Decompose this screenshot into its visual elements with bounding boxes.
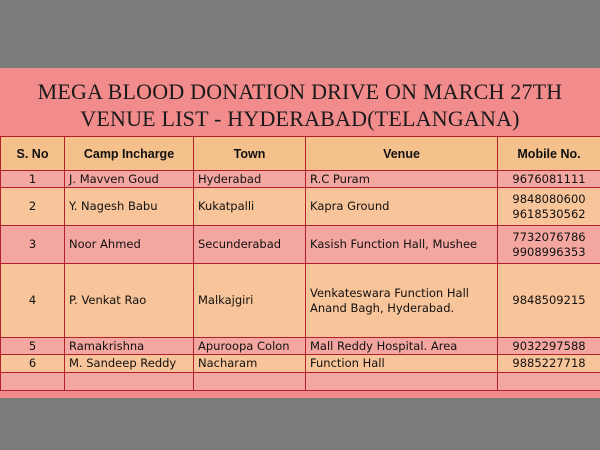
cell-empty bbox=[498, 373, 600, 391]
cell-empty bbox=[1, 373, 65, 391]
header-venue: Venue bbox=[306, 137, 498, 171]
cell-sno: 6 bbox=[1, 355, 65, 373]
table-row bbox=[1, 338, 600, 355]
cell-venue: Kapra Ground bbox=[306, 188, 498, 226]
title-line-2: VENUE LIST - HYDERABAD(TELANGANA) bbox=[80, 106, 520, 131]
cell-empty bbox=[306, 373, 498, 391]
cell-venue: Kasish Function Hall, Mushee bbox=[306, 226, 498, 264]
table-row bbox=[1, 355, 600, 373]
header-camp-incharge: Camp Incharge bbox=[65, 137, 194, 171]
cell-empty bbox=[65, 373, 194, 391]
cell-mobile bbox=[498, 226, 600, 264]
page-title bbox=[0, 78, 600, 132]
header-sno: S. No bbox=[1, 137, 65, 171]
table-row bbox=[1, 171, 600, 188]
cell-incharge: J. Mavven Goud bbox=[65, 171, 194, 188]
cell-town: Apuroopa Colon bbox=[194, 338, 306, 355]
cell-town: Malkajgiri bbox=[194, 264, 306, 338]
venue-line-2: Anand Bagh, Hyderabad. bbox=[310, 300, 455, 315]
mobile-line-1: 9848080600 bbox=[512, 191, 586, 206]
table-row-empty bbox=[1, 373, 600, 391]
header-town: Town bbox=[194, 137, 306, 171]
cell-incharge: Noor Ahmed bbox=[65, 226, 194, 264]
cell-mobile: 9848509215 bbox=[498, 264, 600, 338]
table-row bbox=[1, 188, 600, 226]
cell-venue: Mall Reddy Hospital. Area bbox=[306, 338, 498, 355]
cell-venue bbox=[306, 264, 498, 338]
cell-incharge: P. Venkat Rao bbox=[65, 264, 194, 338]
cell-sno: 1 bbox=[1, 171, 65, 188]
cell-mobile: 9885227718 bbox=[498, 355, 600, 373]
cell-mobile: 9032297588 bbox=[498, 338, 600, 355]
cell-sno: 2 bbox=[1, 188, 65, 226]
table-row bbox=[1, 264, 600, 338]
venue-table bbox=[0, 136, 600, 391]
cell-venue: R.C Puram bbox=[306, 171, 498, 188]
cell-sno: 4 bbox=[1, 264, 65, 338]
cell-town: Secunderabad bbox=[194, 226, 306, 264]
cell-town: Nacharam bbox=[194, 355, 306, 373]
table-row bbox=[1, 226, 600, 264]
mobile-line-2: 9908996353 bbox=[512, 244, 586, 259]
mobile-line-2: 9618530562 bbox=[512, 206, 586, 221]
title-line-1: MEGA BLOOD DONATION DRIVE ON MARCH 27TH bbox=[37, 79, 563, 104]
mobile-line-1: 7732076786 bbox=[512, 229, 586, 244]
cell-town: Kukatpalli bbox=[194, 188, 306, 226]
cell-incharge: Y. Nagesh Babu bbox=[65, 188, 194, 226]
table-header-row bbox=[1, 137, 600, 171]
cell-incharge: M. Sandeep Reddy bbox=[65, 355, 194, 373]
header-mobile: Mobile No. bbox=[498, 137, 600, 171]
cell-mobile bbox=[498, 188, 600, 226]
cell-town: Hyderabad bbox=[194, 171, 306, 188]
venue-line-1: Venkateswara Function Hall bbox=[310, 285, 469, 300]
cell-incharge: Ramakrishna bbox=[65, 338, 194, 355]
cell-mobile: 9676081111 bbox=[498, 171, 600, 188]
cell-venue: Function Hall bbox=[306, 355, 498, 373]
cell-empty bbox=[194, 373, 306, 391]
cell-sno: 3 bbox=[1, 226, 65, 264]
cell-sno: 5 bbox=[1, 338, 65, 355]
